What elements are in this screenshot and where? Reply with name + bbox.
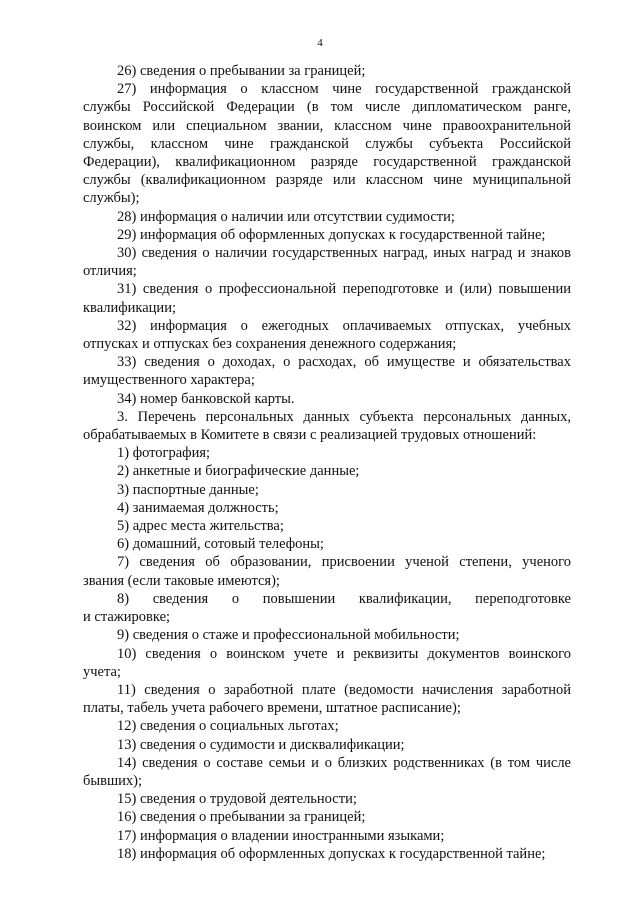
- text-line: имущественного характера;: [83, 372, 255, 389]
- text-line: 16) сведения о пребывании за границей;: [117, 809, 366, 826]
- text-line: 4) занимаемая должность;: [117, 499, 279, 516]
- text-line: бывших);: [83, 772, 142, 789]
- text-line: отличия;: [83, 263, 137, 280]
- text-line: службы Российской Федерации (в том числе дипломатическом ранге,: [83, 99, 571, 116]
- text-line: 8) сведения о повышении квалификации, переподготовке: [117, 590, 571, 607]
- text-line: 10) сведения о воинском учете и реквизиты документов воинского: [117, 645, 571, 662]
- text-line: службы);: [83, 190, 140, 207]
- text-line: 12) сведения о социальных льготах;: [117, 718, 339, 735]
- text-line: 5) адрес места жительства;: [117, 518, 284, 535]
- paragraph: [83, 626, 571, 644]
- paragraph: [83, 226, 571, 244]
- text-line: 30) сведения о наличии государственных наград, иных наград и знаков: [117, 245, 571, 262]
- paragraph: [83, 754, 571, 790]
- paragraph: [83, 790, 571, 808]
- text-line: 2) анкетные и биографические данные;: [117, 463, 360, 480]
- document-body: [83, 62, 571, 863]
- text-line: 26) сведения о пребывании за границей;: [117, 63, 366, 79]
- text-line: 6) домашний, сотовый телефоны;: [117, 536, 324, 553]
- text-line: учета;: [83, 663, 121, 680]
- text-line: 3. Перечень персональных данных субъекта персональных данных,: [117, 408, 571, 425]
- text-line: 13) сведения о судимости и дисквалификации;: [117, 736, 405, 753]
- text-line: звания (если таковые имеются);: [83, 572, 280, 589]
- paragraph: [83, 517, 571, 535]
- text-line: отпусках и отпусках без сохранения денежного содержания;: [83, 336, 457, 353]
- paragraph: [83, 208, 571, 226]
- text-line: и стажировке;: [83, 609, 171, 626]
- text-line: квалификации;: [83, 299, 176, 316]
- text-line: 34) номер банковской карты.: [117, 390, 295, 407]
- paragraph: [83, 390, 571, 408]
- paragraph: [83, 553, 571, 589]
- paragraph: [83, 590, 571, 626]
- paragraph: [83, 845, 571, 863]
- page-number: 4: [317, 37, 323, 49]
- text-line: 7) сведения об образовании, присвоении ученой степени, ученого: [117, 554, 571, 571]
- paragraph: [83, 317, 571, 353]
- text-line: 3) паспортные данные;: [117, 481, 259, 498]
- paragraph: [83, 62, 571, 80]
- paragraph: [83, 462, 571, 480]
- text-line: 14) сведения о составе семьи и о близких родственниках (в том числе: [117, 754, 571, 771]
- text-line: 18) информация об оформленных допусках к государственной тайне;: [117, 845, 546, 862]
- paragraph: [83, 408, 571, 444]
- paragraph: [83, 80, 571, 207]
- text-line: 9) сведения о стаже и профессиональной мобильности;: [117, 627, 460, 644]
- text-line: службы (квалификационном разряде или классном чине муниципальной: [83, 172, 571, 189]
- paragraph: [83, 353, 571, 389]
- paragraph: [83, 244, 571, 280]
- text-line: обрабатываемых в Комитете в связи с реализацией трудовых отношений:: [83, 427, 537, 444]
- paragraph: [83, 681, 571, 717]
- paragraph: [83, 535, 571, 553]
- paragraph: [83, 280, 571, 316]
- text-line: платы, табель учета рабочего времени, штатное расписание);: [83, 700, 461, 717]
- paragraph: [83, 499, 571, 517]
- paragraph: [83, 808, 571, 826]
- text-line: 29) информация об оформленных допусках к государственной тайне;: [117, 226, 546, 243]
- paragraph: [83, 717, 571, 735]
- text-line: Федерации), квалификационном разряде государственной гражданской: [83, 154, 571, 171]
- text-line: 33) сведения о доходах, о расходах, об имуществе и обязательствах: [117, 354, 571, 371]
- paragraph: [83, 827, 571, 845]
- paragraph: [83, 736, 571, 754]
- paragraph: [83, 645, 571, 681]
- text-line: 31) сведения о профессиональной переподготовке и (или) повышении: [117, 281, 571, 298]
- text-line: воинском или специальном звании, классном чине правоохранительной: [83, 117, 571, 134]
- text-line: 17) информация о владении иностранными языками;: [117, 827, 445, 844]
- text-line: 15) сведения о трудовой деятельности;: [117, 791, 357, 808]
- paragraph: [83, 481, 571, 499]
- text-line: 28) информация о наличии или отсутствии судимости;: [117, 208, 455, 225]
- text-line: 11) сведения о заработной плате (ведомости начисления заработной: [117, 681, 571, 698]
- text-line: 27) информация о классном чине государственной гражданской: [117, 81, 571, 98]
- text-line: 1) фотография;: [117, 445, 211, 462]
- text-line: службы, классном чине гражданской службы субъекта Российской: [83, 135, 571, 152]
- text-line: 32) информация о ежегодных оплачиваемых отпусках, учебных: [117, 317, 571, 334]
- paragraph: [83, 444, 571, 462]
